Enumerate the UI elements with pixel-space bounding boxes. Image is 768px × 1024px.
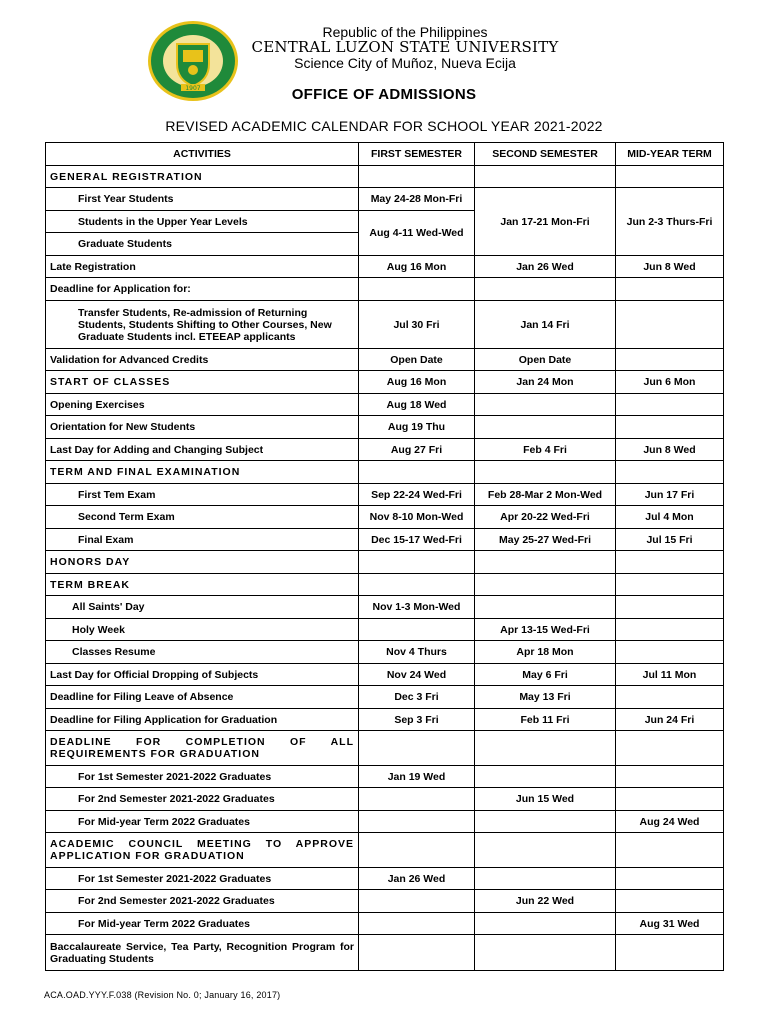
first-semester-cell: Nov 24 Wed xyxy=(359,664,475,686)
table-row xyxy=(46,574,724,596)
mid-year-cell xyxy=(616,596,724,619)
first-semester-cell xyxy=(359,788,475,811)
first-semester-cell: May 24-28 Mon-Fri xyxy=(359,188,475,211)
second-semester-cell xyxy=(475,913,616,935)
university-name: CENTRAL LUZON STATE UNIVERSITY xyxy=(251,38,559,56)
first-semester-cell xyxy=(359,278,475,301)
table-row xyxy=(46,811,724,833)
first-semester-cell xyxy=(359,811,475,833)
first-semester-cell: Sep 22-24 Wed-Fri xyxy=(359,484,475,506)
first-semester-cell: Aug 19 Thu xyxy=(359,416,475,439)
table-row xyxy=(46,551,724,574)
table-row xyxy=(46,641,724,664)
second-semester-cell xyxy=(475,551,616,574)
table-row xyxy=(46,349,724,371)
mid-year-cell xyxy=(616,394,724,416)
mid-year-cell xyxy=(616,551,724,574)
table-row xyxy=(46,301,724,349)
activity-cell: First Tem Exam xyxy=(46,484,359,506)
second-semester-cell xyxy=(475,394,616,416)
mid-year-cell: Jun 2-3 Thurs-Fri xyxy=(616,188,724,256)
mid-year-cell: Aug 31 Wed xyxy=(616,913,724,935)
second-semester-cell xyxy=(475,811,616,833)
mid-year-cell xyxy=(616,574,724,596)
second-semester-cell: Apr 18 Mon xyxy=(475,641,616,664)
table-row xyxy=(46,506,724,529)
mid-year-cell xyxy=(616,833,724,868)
mid-year-cell xyxy=(616,641,724,664)
second-semester-cell: May 13 Fri xyxy=(475,686,616,709)
mid-year-cell: Jun 17 Fri xyxy=(616,484,724,506)
activity-cell: Orientation for New Students xyxy=(46,416,359,439)
first-semester-cell xyxy=(359,935,475,971)
first-semester-cell xyxy=(359,913,475,935)
second-semester-cell xyxy=(475,935,616,971)
second-semester-cell: Open Date xyxy=(475,349,616,371)
second-semester-cell: Jun 22 Wed xyxy=(475,890,616,913)
activity-cell: Deadline for Application for: xyxy=(46,278,359,301)
first-semester-cell: Aug 18 Wed xyxy=(359,394,475,416)
activity-cell: DEADLINE FOR COMPLETION OF ALL REQUIREMENTS FOR GRADUATION xyxy=(46,731,359,766)
second-semester-cell xyxy=(475,461,616,484)
mid-year-cell xyxy=(616,686,724,709)
mid-year-cell xyxy=(616,890,724,913)
column-header-first-semester: FIRST SEMESTER xyxy=(359,143,475,166)
second-semester-cell: May 25-27 Wed-Fri xyxy=(475,529,616,551)
table-row xyxy=(46,619,724,641)
table-row xyxy=(46,709,724,731)
activity-cell: Last Day for Official Dropping of Subjects xyxy=(46,664,359,686)
activity-cell: For 1st Semester 2021-2022 Graduates xyxy=(46,868,359,890)
mid-year-cell xyxy=(616,935,724,971)
table-row xyxy=(46,731,724,766)
activity-cell: For 2nd Semester 2021-2022 Graduates xyxy=(46,890,359,913)
activity-cell: All Saints' Day xyxy=(46,596,359,619)
mid-year-cell xyxy=(616,731,724,766)
activity-cell: TERM AND FINAL EXAMINATION xyxy=(46,461,359,484)
mid-year-cell xyxy=(616,461,724,484)
second-semester-cell: Feb 4 Fri xyxy=(475,439,616,461)
mid-year-cell: Jun 6 Mon xyxy=(616,371,724,394)
mid-year-cell: Jun 8 Wed xyxy=(616,256,724,278)
table-row xyxy=(46,913,724,935)
first-semester-cell: Nov 1-3 Mon-Wed xyxy=(359,596,475,619)
mid-year-cell xyxy=(616,766,724,788)
activity-cell: For Mid-year Term 2022 Graduates xyxy=(46,811,359,833)
first-semester-cell: Nov 4 Thurs xyxy=(359,641,475,664)
mid-year-cell xyxy=(616,868,724,890)
first-semester-cell: Dec 15-17 Wed-Fri xyxy=(359,529,475,551)
first-semester-cell: Aug 27 Fri xyxy=(359,439,475,461)
table-row xyxy=(46,890,724,913)
mid-year-cell xyxy=(616,416,724,439)
activity-cell: Late Registration xyxy=(46,256,359,278)
second-semester-cell: Jan 26 Wed xyxy=(475,256,616,278)
first-semester-cell xyxy=(359,461,475,484)
table-row xyxy=(46,484,724,506)
mid-year-cell xyxy=(616,788,724,811)
table-row xyxy=(46,371,724,394)
second-semester-cell xyxy=(475,596,616,619)
first-semester-cell xyxy=(359,833,475,868)
activity-cell: Last Day for Adding and Changing Subject xyxy=(46,439,359,461)
mid-year-cell xyxy=(616,278,724,301)
mid-year-cell: Jun 8 Wed xyxy=(616,439,724,461)
table-row xyxy=(46,416,724,439)
mid-year-cell: Aug 24 Wed xyxy=(616,811,724,833)
mid-year-cell: Jul 15 Fri xyxy=(616,529,724,551)
mid-year-cell xyxy=(616,349,724,371)
first-semester-cell xyxy=(359,166,475,188)
activity-cell: HONORS DAY xyxy=(46,551,359,574)
second-semester-cell: Feb 11 Fri xyxy=(475,709,616,731)
second-semester-cell xyxy=(475,731,616,766)
table-header-row xyxy=(46,143,724,166)
university-address: Science City of Muñoz, Nueva Ecija xyxy=(294,55,516,71)
second-semester-cell: May 6 Fri xyxy=(475,664,616,686)
first-semester-cell: Jan 26 Wed xyxy=(359,868,475,890)
activity-cell: First Year Students xyxy=(46,188,359,211)
mid-year-cell: Jun 24 Fri xyxy=(616,709,724,731)
svg-text:1907: 1907 xyxy=(185,85,201,92)
first-semester-cell xyxy=(359,551,475,574)
activity-cell: Deadline for Filing Application for Graduation xyxy=(46,709,359,731)
table-row xyxy=(46,868,724,890)
activity-cell: Deadline for Filing Leave of Absence xyxy=(46,686,359,709)
activity-cell: Opening Exercises xyxy=(46,394,359,416)
mid-year-cell xyxy=(616,619,724,641)
activity-cell: START OF CLASSES xyxy=(46,371,359,394)
office-title: OFFICE OF ADMISSIONS xyxy=(291,86,477,103)
activity-cell: Second Term Exam xyxy=(46,506,359,529)
table-row xyxy=(46,529,724,551)
activity-cell: TERM BREAK xyxy=(46,574,359,596)
first-semester-cell xyxy=(359,890,475,913)
table-row xyxy=(46,278,724,301)
second-semester-cell xyxy=(475,833,616,868)
first-semester-cell: Nov 8-10 Mon-Wed xyxy=(359,506,475,529)
table-row xyxy=(46,439,724,461)
mid-year-cell: Jul 11 Mon xyxy=(616,664,724,686)
table-row xyxy=(46,166,724,188)
second-semester-cell: Jan 17-21 Mon-Fri xyxy=(475,188,616,256)
activity-cell: Final Exam xyxy=(46,529,359,551)
first-semester-cell: Open Date xyxy=(359,349,475,371)
activity-cell: For 2nd Semester 2021-2022 Graduates xyxy=(46,788,359,811)
second-semester-cell xyxy=(475,574,616,596)
table-row xyxy=(46,833,724,868)
first-semester-cell: Dec 3 Fri xyxy=(359,686,475,709)
first-semester-cell xyxy=(359,574,475,596)
academic-calendar-table xyxy=(45,142,724,971)
first-semester-cell: Jul 30 Fri xyxy=(359,301,475,349)
activity-cell: Graduate Students xyxy=(46,233,359,256)
second-semester-cell xyxy=(475,278,616,301)
mid-year-cell xyxy=(616,301,724,349)
activity-cell: GENERAL REGISTRATION xyxy=(46,166,359,188)
second-semester-cell: Jan 24 Mon xyxy=(475,371,616,394)
first-semester-cell: Jan 19 Wed xyxy=(359,766,475,788)
first-semester-cell xyxy=(359,619,475,641)
first-semester-cell: Aug 16 Mon xyxy=(359,371,475,394)
second-semester-cell: Apr 13-15 Wed-Fri xyxy=(475,619,616,641)
first-semester-cell: Sep 3 Fri xyxy=(359,709,475,731)
second-semester-cell xyxy=(475,868,616,890)
activity-cell: Validation for Advanced Credits xyxy=(46,349,359,371)
first-semester-cell xyxy=(359,731,475,766)
table-row xyxy=(46,935,724,971)
mid-year-cell: Jul 4 Mon xyxy=(616,506,724,529)
column-header-mid-year-term: MID-YEAR TERM xyxy=(616,143,724,166)
form-code-footer: ACA.OAD.YYY.F.038 (Revision No. 0; January 16, 2017) xyxy=(44,990,281,1000)
table-row xyxy=(46,766,724,788)
table-row xyxy=(46,788,724,811)
second-semester-cell xyxy=(475,416,616,439)
second-semester-cell: Jun 15 Wed xyxy=(475,788,616,811)
activity-cell: Classes Resume xyxy=(46,641,359,664)
activity-cell: For Mid-year Term 2022 Graduates xyxy=(46,913,359,935)
table-row xyxy=(46,461,724,484)
second-semester-cell xyxy=(475,766,616,788)
table-row xyxy=(46,188,724,211)
activity-cell: Students in the Upper Year Levels xyxy=(46,211,359,233)
activity-cell: Transfer Students, Re-admission of Returning Students, Students Shifting to Other Courses, New Graduate Students incl. ETEEAP applicants xyxy=(46,301,359,349)
table-row xyxy=(46,664,724,686)
table-row xyxy=(46,256,724,278)
table-row xyxy=(46,686,724,709)
activity-cell: Holy Week xyxy=(46,619,359,641)
second-semester-cell xyxy=(475,166,616,188)
first-semester-cell: Aug 16 Mon xyxy=(359,256,475,278)
second-semester-cell: Feb 28-Mar 2 Mon-Wed xyxy=(475,484,616,506)
calendar-title: REVISED ACADEMIC CALENDAR FOR SCHOOL YEAR 2021-2022 xyxy=(165,118,603,134)
column-header-second-semester: SECOND SEMESTER xyxy=(475,143,616,166)
second-semester-cell: Jan 14 Fri xyxy=(475,301,616,349)
first-semester-cell: Aug 4-11 Wed-Wed xyxy=(359,211,475,256)
republic-line: Republic of the Philippines xyxy=(322,24,488,40)
activity-cell: For 1st Semester 2021-2022 Graduates xyxy=(46,766,359,788)
column-header-activities: ACTIVITIES xyxy=(46,143,359,166)
activity-cell: Baccalaureate Service, Tea Party, Recognition Program for Graduating Students xyxy=(46,935,359,971)
activity-cell: ACADEMIC COUNCIL MEETING TO APPROVE APPLICATION FOR GRADUATION xyxy=(46,833,359,868)
mid-year-cell xyxy=(616,166,724,188)
table-row xyxy=(46,394,724,416)
second-semester-cell: Apr 20-22 Wed-Fri xyxy=(475,506,616,529)
table-row xyxy=(46,596,724,619)
